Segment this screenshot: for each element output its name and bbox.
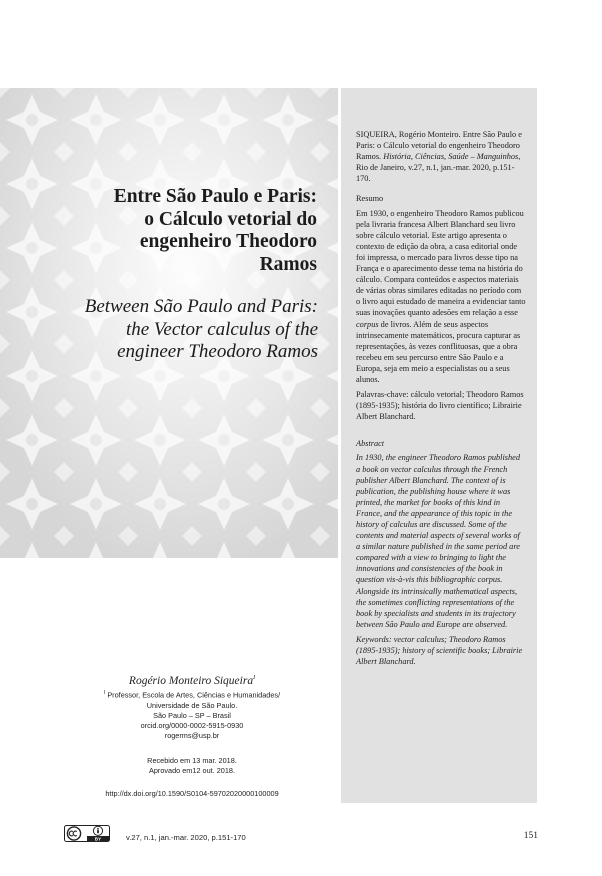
title-pt-line: engenheiro Theodoro (139, 231, 317, 252)
author-superscript: I (253, 675, 256, 681)
page-footer (64, 822, 544, 842)
title-en-line: the Vector calculus of the (125, 318, 318, 340)
resumo-heading: Resumo (356, 194, 384, 204)
resumo-part-2: de livros. Além de seus aspectos intrinsecamente matemáticos, procura capturar as representações, às vezes conflituosas, que a obra recebeu em seu percurso entre São Paulo e a Europa, seja em meio a especialistas ou a seus alunos. (356, 319, 521, 384)
affiliation-line: São Paulo – SP – Brasil (153, 710, 231, 720)
author-name: Rogério Monteiro Siqueira (128, 674, 254, 687)
title-en-line: engineer Theodoro Ramos (117, 341, 318, 362)
author-email[interactable]: rogerms@usp.br (164, 731, 220, 741)
by-icon (93, 826, 102, 835)
abstract-sidebar-text (356, 129, 526, 667)
title-pt-line: Ramos (259, 253, 317, 275)
citation-prefix: SIQUEIRA, Rogério Monteiro. Entre São Paulo e Paris: o Cálculo vetorial do engenheiro Theodoro Ramos. (356, 130, 522, 162)
keywords: Keywords: vector calculus; Theodoro Ramos (1895-1935); history of scientific books; Librairie Albert Blanchard. (356, 634, 523, 667)
author-orcid[interactable]: orcid.org/0000-0002-5915-0930 (140, 721, 244, 731)
affiliation-line: Professor, Escola de Artes, Ciências e Humanidades/ (107, 690, 281, 700)
page-number: 151 (523, 831, 538, 841)
article-title-english (40, 296, 318, 364)
author-affiliation (72, 688, 312, 721)
palavras-chave: Palavras-chave: cálculo vetorial; Theodoro Ramos (1895-1935); história do livro científico; Librairie Albert Blanchard. (356, 390, 524, 422)
author-block (72, 671, 312, 800)
title-en-line: Between São Paulo and Paris: (84, 296, 318, 317)
author-name-line (72, 671, 312, 688)
abstract-text: In 1930, the engineer Theodoro Ramos published a book on vector calculus through the French publisher Albert Blanchard. The context of is publication, the publishing house where it was printed, the market for books of this kind in France, and the appearance of this topic in the history of calculus are discussed. Some of the contents and material aspects of several works of a similar nature published in the same period are compared with a view to bringing to light the innovations and consistencies of the book in question vis-à-vis this bibliographic corpus. Alongside its intrinsically mathematical aspects, the sometimes conflicting representations of the book by specialists and students in its trajectory between São Paulo and Europe are observed. (356, 453, 520, 629)
resumo-text (356, 208, 526, 386)
submission-dates (72, 756, 312, 777)
affiliation-superscript: I (103, 689, 106, 696)
citation-journal: História, Ciências, Saúde – Manguinhos (383, 152, 519, 162)
resumo-part-1: Em 1930, o engenheiro Theodoro Ramos publicou pela livraria francesa Albert Blanchard seu livro sobre cálculo vetorial. Este artigo apresenta o contexto de edição da obra, a casa editorial onde foi impressa, o mercado para livros desse tipo na França e o aparecimento desse tema na história do cálculo. Compara conteúdos e aspectos materiais de várias obras similares editadas no período com o livro aqui estudado de maneira a evidenciar tanto suas inovações quanto adesões em relação a esse (356, 208, 526, 318)
footer-citation: v.27, n.1, jan.-mar. 2020, p.151-170 (126, 833, 246, 842)
license-label: BY (94, 836, 102, 842)
resumo-italic-word: corpus (356, 319, 379, 329)
title-pt-line: o Cálculo vetorial do (144, 208, 317, 230)
abstract-heading: Abstract (356, 439, 385, 449)
affiliation-line: Universidade de São Paulo. (146, 700, 238, 710)
approved-date: Aprovado em12 out. 2018. (148, 766, 235, 776)
title-pt-line: Entre São Paulo e Paris: (113, 186, 317, 207)
creative-commons-license-badge[interactable] (64, 825, 110, 842)
doi-link[interactable]: http://dx.doi.org/10.1590/S0104-59702020000100009 (105, 789, 279, 799)
cc-icon (67, 827, 80, 840)
article-title-portuguese (52, 186, 317, 276)
citation-reference (356, 129, 526, 184)
received-date: Recebido em 13 mar. 2018. (147, 755, 237, 765)
citation-suffix: , Rio de Janeiro, v.27, n.1, jan.-mar. 2020, p.151-170. (356, 152, 521, 184)
